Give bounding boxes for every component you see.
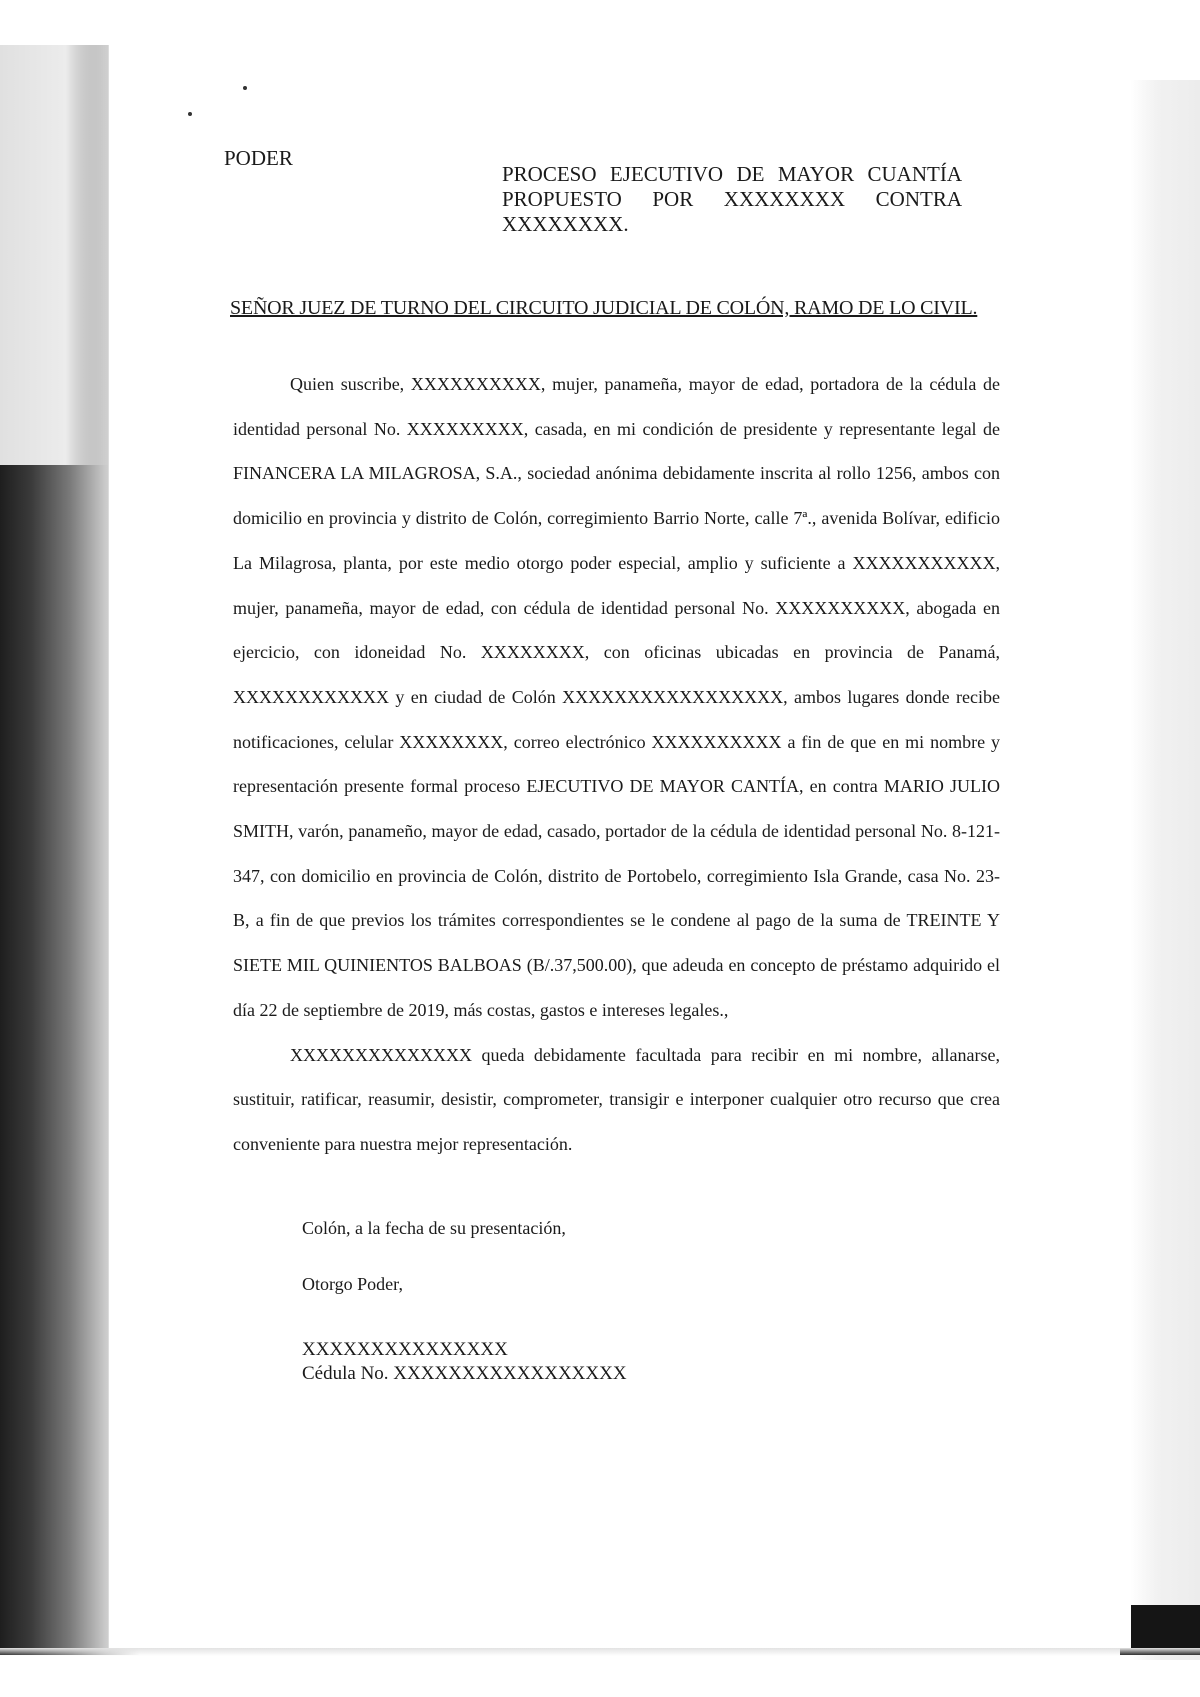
closing-place-date: Colón, a la fecha de su presentación, (302, 1218, 566, 1238)
scan-shadow-right (1130, 80, 1200, 1660)
document-label: PODER (224, 146, 293, 170)
body-paragraph: Quien suscribe, XXXXXXXXXX, mujer, panameña, mayor de edad, portadora de la cédula de identidad personal No. XXXXXXXXX, casada, en mi condición de presidente y representante legal de FINANCERA LA MILAGROSA, S.A., sociedad anónima debidamente inscrita al rollo 1256, ambos con domicilio en provincia y distrito de Colón, corregimiento Barrio Norte, calle 7ª., avenida Bolívar, edificio La Milagrosa, planta, por este medio otorgo poder especial, amplio y suficiente a XXXXXXXXXXX, mujer, panameña, mayor de edad, con cédula de identidad personal No. XXXXXXXXXX, abogada en ejercicio, con idoneidad No. XXXXXXXX, con oficinas ubicadas en provincia de Panamá, XXXXXXXXXXXX y en ciudad de Colón XXXXXXXXXXXXXXXXX, ambos lugares donde recibe notificaciones, celular XXXXXXXX, correo electrónico XXXXXXXXXX a fin de que en mi nombre y representación presente formal proceso EJECUTIVO DE MAYOR CANTÍA, en contra MARIO JULIO SMITH, varón, panameño, mayor de edad, casado, portador de la cédula de identidad personal No. 8-121-347, con domicilio en provincia de Colón, distrito de Portobelo, corregimiento Isla Grande, casa No. 23-B, a fin de que previos los trámites correspondientes se le condene al pago de la suma de TREINTE Y SIETE MIL QUINIENTOS BALBOAS (B/.37,500.00), que adeuda en concepto de préstamo adquirido el día 22 de septiembre de 2019, más costas, gastos e intereses legales., (233, 374, 1000, 1020)
case-title (502, 162, 962, 237)
speck-dot (243, 86, 247, 90)
speck-dot (188, 112, 192, 116)
document-body (233, 362, 1000, 1167)
scan-shadow-left-top (0, 45, 110, 465)
scan-shadow-bottom (0, 1648, 1200, 1656)
case-title-line: XXXXXXXX. (502, 212, 629, 236)
signatory-name: XXXXXXXXXXXXXXX (302, 1339, 508, 1360)
closing-grant: Otorgo Poder, (302, 1274, 403, 1294)
body-paragraph: XXXXXXXXXXXXXX queda debidamente facultada para recibir en mi nombre, allanarse, sustituir, ratificar, reasumir, desistir, comprometer, transigir e interponer cualquier otro recurso que crea conveniente para nuestra mejor representación. (233, 1044, 1000, 1154)
case-title-line: PROCESO EJECUTIVO DE MAYOR CUANTÍA (502, 162, 962, 186)
signatory-id: Cédula No. XXXXXXXXXXXXXXXXX (302, 1363, 627, 1384)
case-title-line: PROPUESTO POR XXXXXXXX CONTRA (502, 187, 962, 211)
addressee-heading: SEÑOR JUEZ DE TURNO DEL CIRCUITO JUDICIAL DE COLÓN, RAMO DE LO CIVIL. (230, 297, 978, 319)
